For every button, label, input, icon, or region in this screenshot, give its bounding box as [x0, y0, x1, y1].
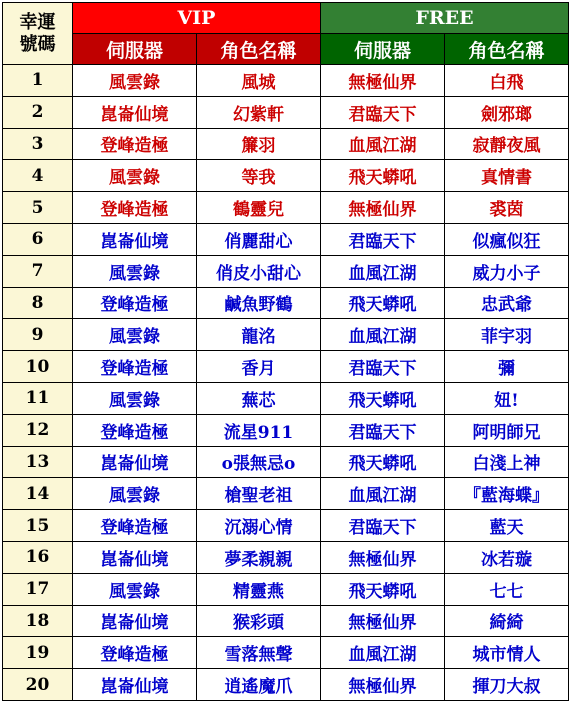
lucky-number-cell: 10 — [3, 351, 73, 383]
lucky-number-cell: 19 — [3, 637, 73, 669]
free-server-cell: 無極仙界 — [321, 192, 445, 224]
table-row — [3, 351, 569, 383]
table-row — [3, 669, 569, 701]
table-row — [3, 446, 569, 478]
lucky-number-cell: 1 — [3, 65, 73, 97]
free-character-cell: 裘茵 — [445, 192, 569, 224]
table-row — [3, 96, 569, 128]
free-server-cell: 君臨天下 — [321, 96, 445, 128]
lucky-number-cell: 17 — [3, 573, 73, 605]
free-server-cell: 君臨天下 — [321, 414, 445, 446]
free-server-cell: 血風江湖 — [321, 255, 445, 287]
table-row — [3, 605, 569, 637]
vip-character-header: 角色名稱 — [197, 34, 321, 65]
vip-character-cell: 俏皮小甜心 — [197, 255, 321, 287]
vip-character-cell: 流星911 — [197, 414, 321, 446]
vip-character-cell: 蕪芯 — [197, 382, 321, 414]
lucky-number-cell: 13 — [3, 446, 73, 478]
vip-server-cell: 風雲錄 — [73, 319, 197, 351]
lucky-number-cell: 3 — [3, 128, 73, 160]
lucky-number-cell: 2 — [3, 96, 73, 128]
table-row — [3, 65, 569, 97]
lucky-header-line1: 幸運 — [19, 11, 56, 33]
free-character-cell: 藍天 — [445, 510, 569, 542]
free-character-cell: 『藍海蝶』 — [445, 478, 569, 510]
vip-character-cell: 等我 — [197, 160, 321, 192]
table-row — [3, 192, 569, 224]
vip-character-cell: 逍遙魔爪 — [197, 669, 321, 701]
lucky-number-cell: 7 — [3, 255, 73, 287]
vip-server-cell: 風雲錄 — [73, 478, 197, 510]
vip-character-cell: 猴彩頭 — [197, 605, 321, 637]
lucky-number-cell: 12 — [3, 414, 73, 446]
vip-character-cell: 鹹魚野鶴 — [197, 287, 321, 319]
free-character-cell: 真情書 — [445, 160, 569, 192]
vip-server-header: 伺服器 — [73, 34, 197, 65]
free-server-cell: 血風江湖 — [321, 478, 445, 510]
free-character-cell: 彌 — [445, 351, 569, 383]
free-server-cell: 飛天蟒吼 — [321, 160, 445, 192]
vip-character-cell: 簾羽 — [197, 128, 321, 160]
free-character-cell: 白淺上神 — [445, 446, 569, 478]
free-server-cell: 君臨天下 — [321, 351, 445, 383]
lucky-number-cell: 20 — [3, 669, 73, 701]
free-character-cell: 揮刀大叔 — [445, 669, 569, 701]
free-server-header: 伺服器 — [321, 34, 445, 65]
free-server-cell: 飛天蟒吼 — [321, 287, 445, 319]
vip-server-cell: 風雲錄 — [73, 65, 197, 97]
vip-server-cell: 風雲錄 — [73, 382, 197, 414]
lucky-number-cell: 11 — [3, 382, 73, 414]
free-header: FREE — [321, 3, 569, 34]
vip-server-cell: 登峰造極 — [73, 510, 197, 542]
winners-table — [2, 2, 569, 701]
free-character-cell: 綺綺 — [445, 605, 569, 637]
lucky-number-cell: 8 — [3, 287, 73, 319]
vip-character-cell: 香月 — [197, 351, 321, 383]
vip-server-cell: 崑崙仙境 — [73, 223, 197, 255]
lucky-number-cell: 14 — [3, 478, 73, 510]
table-row — [3, 478, 569, 510]
vip-character-cell: 槍聖老祖 — [197, 478, 321, 510]
winners-table-container — [2, 2, 569, 701]
free-character-cell: 城市情人 — [445, 637, 569, 669]
vip-server-cell: 崑崙仙境 — [73, 446, 197, 478]
lucky-number-cell: 4 — [3, 160, 73, 192]
vip-server-cell: 風雲錄 — [73, 255, 197, 287]
vip-server-cell: 登峰造極 — [73, 351, 197, 383]
table-row — [3, 510, 569, 542]
vip-server-cell: 崑崙仙境 — [73, 669, 197, 701]
vip-server-cell: 風雲錄 — [73, 573, 197, 605]
free-character-cell: 冰若璇 — [445, 541, 569, 573]
table-row — [3, 160, 569, 192]
free-character-cell: 阿明師兄 — [445, 414, 569, 446]
free-character-cell: 菲宇羽 — [445, 319, 569, 351]
free-server-cell: 飛天蟒吼 — [321, 446, 445, 478]
table-row — [3, 382, 569, 414]
free-server-cell: 無極仙界 — [321, 669, 445, 701]
vip-server-cell: 登峰造極 — [73, 637, 197, 669]
vip-character-cell: 俏麗甜心 — [197, 223, 321, 255]
free-character-cell: 妞! — [445, 382, 569, 414]
free-server-cell: 無極仙界 — [321, 541, 445, 573]
vip-server-cell: 崑崙仙境 — [73, 605, 197, 637]
free-character-cell: 七七 — [445, 573, 569, 605]
vip-character-cell: 風城 — [197, 65, 321, 97]
free-server-cell: 無極仙界 — [321, 605, 445, 637]
free-server-cell: 君臨天下 — [321, 223, 445, 255]
lucky-number-cell: 6 — [3, 223, 73, 255]
free-character-cell: 威力小子 — [445, 255, 569, 287]
table-row — [3, 223, 569, 255]
free-server-cell: 血風江湖 — [321, 128, 445, 160]
lucky-number-header — [3, 3, 73, 65]
vip-character-cell: 夢柔親親 — [197, 541, 321, 573]
vip-server-cell: 風雲錄 — [73, 160, 197, 192]
vip-character-cell: 龍洺 — [197, 319, 321, 351]
free-character-cell: 似瘋似狂 — [445, 223, 569, 255]
lucky-number-cell: 5 — [3, 192, 73, 224]
free-server-cell: 君臨天下 — [321, 510, 445, 542]
lucky-number-cell: 16 — [3, 541, 73, 573]
vip-character-cell: 雪落無聲 — [197, 637, 321, 669]
vip-character-cell: 鶴靈兒 — [197, 192, 321, 224]
free-character-cell: 劍邪瑯 — [445, 96, 569, 128]
lucky-number-cell: 9 — [3, 319, 73, 351]
table-row — [3, 128, 569, 160]
vip-server-cell: 崑崙仙境 — [73, 96, 197, 128]
vip-character-cell: o張無忌o — [197, 446, 321, 478]
vip-server-cell: 登峰造極 — [73, 128, 197, 160]
vip-character-cell: 精靈燕 — [197, 573, 321, 605]
lucky-number-cell: 18 — [3, 605, 73, 637]
free-character-header: 角色名稱 — [445, 34, 569, 65]
lucky-number-cell: 15 — [3, 510, 73, 542]
free-character-cell: 寂靜夜風 — [445, 128, 569, 160]
free-server-cell: 飛天蟒吼 — [321, 382, 445, 414]
vip-server-cell: 登峰造極 — [73, 192, 197, 224]
lucky-header-line2: 號碼 — [19, 33, 56, 55]
vip-character-cell: 幻紫軒 — [197, 96, 321, 128]
vip-server-cell: 登峰造極 — [73, 414, 197, 446]
table-row — [3, 573, 569, 605]
table-row — [3, 414, 569, 446]
vip-character-cell: 沉溺心情 — [197, 510, 321, 542]
free-server-cell: 飛天蟒吼 — [321, 573, 445, 605]
free-server-cell: 血風江湖 — [321, 319, 445, 351]
free-server-cell: 血風江湖 — [321, 637, 445, 669]
table-row — [3, 637, 569, 669]
free-character-cell: 忠武爺 — [445, 287, 569, 319]
vip-server-cell: 崑崙仙境 — [73, 541, 197, 573]
table-row — [3, 319, 569, 351]
vip-server-cell: 登峰造極 — [73, 287, 197, 319]
table-row — [3, 255, 569, 287]
free-character-cell: 白飛 — [445, 65, 569, 97]
table-row — [3, 287, 569, 319]
table-row — [3, 541, 569, 573]
vip-header: VIP — [73, 3, 321, 34]
free-server-cell: 無極仙界 — [321, 65, 445, 97]
